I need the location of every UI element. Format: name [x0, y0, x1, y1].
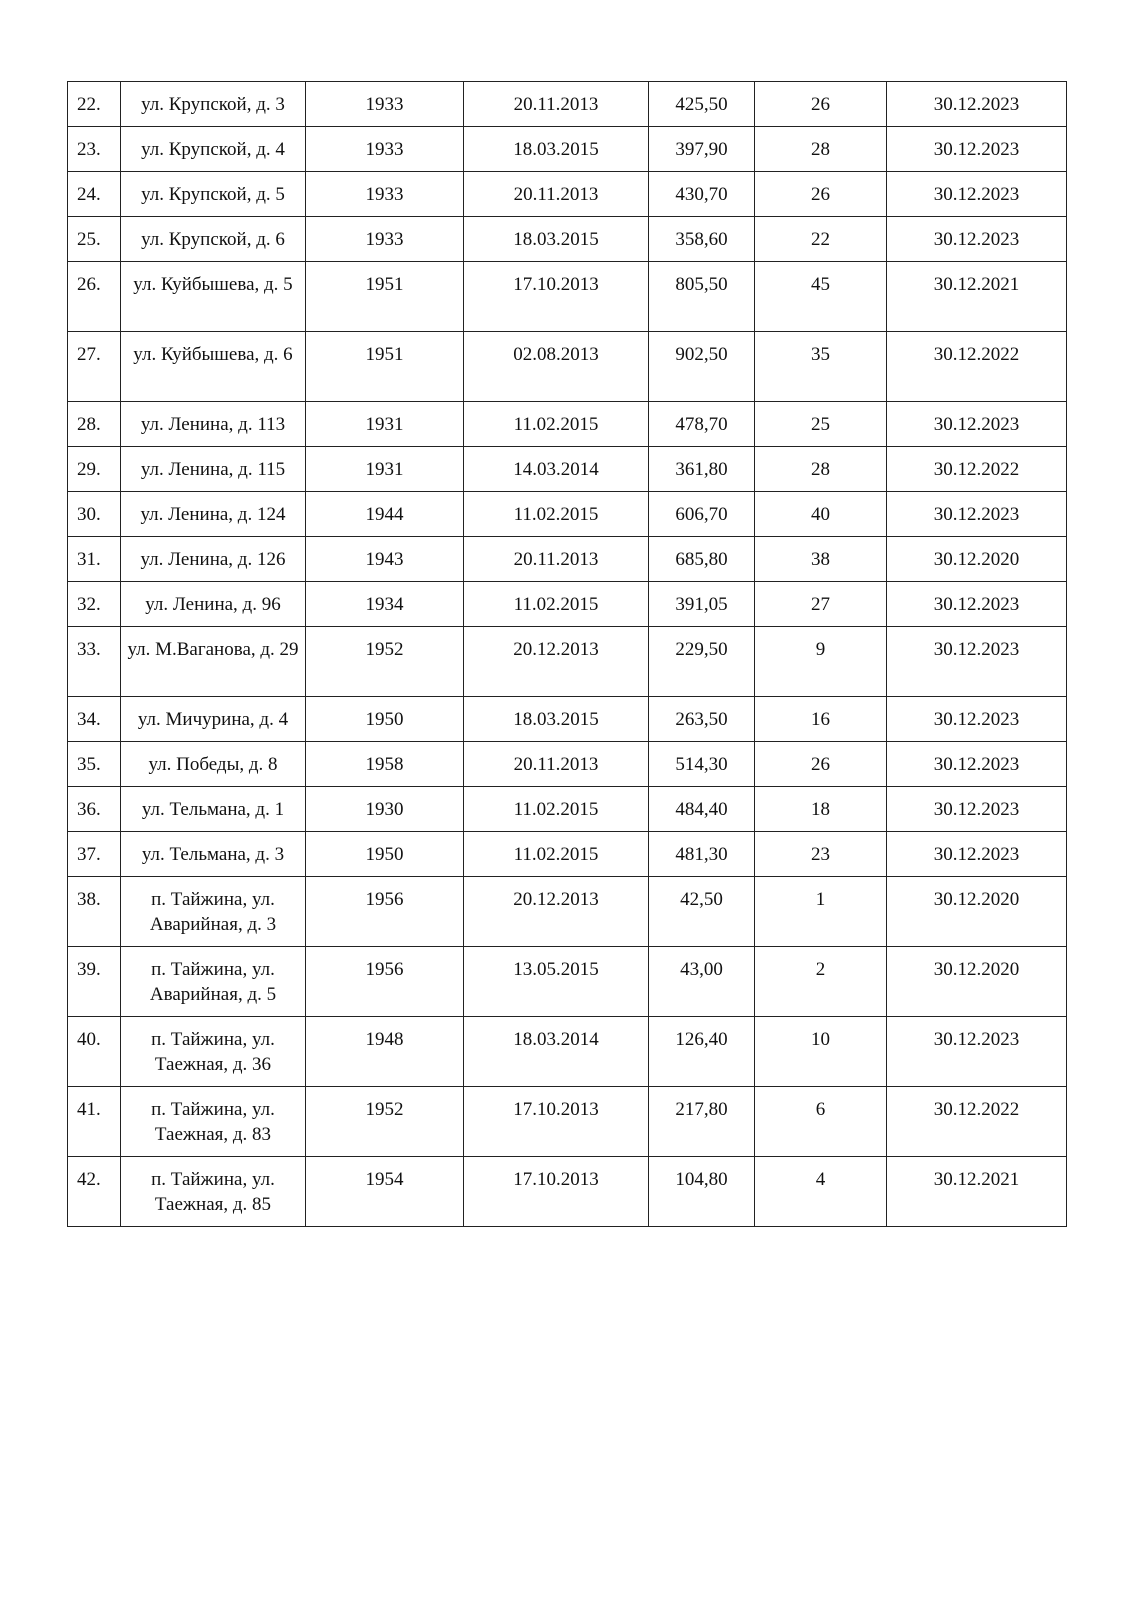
cell-resettlement-deadline: 30.12.2023: [887, 217, 1067, 262]
cell-address: ул. Крупской, д. 3: [121, 82, 306, 127]
table-row: [68, 1087, 1067, 1157]
cell-residents: 10: [755, 1017, 887, 1087]
cell-residents: 26: [755, 742, 887, 787]
cell-resettlement-deadline: 30.12.2023: [887, 787, 1067, 832]
cell-number: 30.: [68, 492, 121, 537]
table-row: [68, 832, 1067, 877]
table-row: [68, 217, 1067, 262]
cell-resettlement-deadline: 30.12.2023: [887, 832, 1067, 877]
cell-residents: 22: [755, 217, 887, 262]
cell-resettlement-deadline: 30.12.2023: [887, 172, 1067, 217]
cell-area: 263,50: [649, 697, 755, 742]
cell-resettlement-deadline: 30.12.2023: [887, 82, 1067, 127]
cell-area: 902,50: [649, 332, 755, 402]
cell-number: 36.: [68, 787, 121, 832]
cell-residents: 26: [755, 172, 887, 217]
cell-address: ул. Ленина, д. 96: [121, 582, 306, 627]
cell-year-built: 1931: [306, 447, 464, 492]
table-row: [68, 947, 1067, 1017]
cell-residents: 28: [755, 447, 887, 492]
cell-resettlement-deadline: 30.12.2023: [887, 742, 1067, 787]
cell-residents: 6: [755, 1087, 887, 1157]
cell-recognition-date: 02.08.2013: [464, 332, 649, 402]
cell-recognition-date: 11.02.2015: [464, 787, 649, 832]
cell-resettlement-deadline: 30.12.2023: [887, 627, 1067, 697]
cell-area: 397,90: [649, 127, 755, 172]
cell-address: ул. Ленина, д. 115: [121, 447, 306, 492]
cell-recognition-date: 20.12.2013: [464, 627, 649, 697]
table-row: [68, 127, 1067, 172]
cell-area: 430,70: [649, 172, 755, 217]
cell-residents: 40: [755, 492, 887, 537]
table-row: [68, 537, 1067, 582]
cell-address: ул. Победы, д. 8: [121, 742, 306, 787]
cell-address: ул. Крупской, д. 4: [121, 127, 306, 172]
cell-area: 358,60: [649, 217, 755, 262]
cell-year-built: 1951: [306, 332, 464, 402]
table-row: [68, 627, 1067, 697]
cell-resettlement-deadline: 30.12.2023: [887, 1017, 1067, 1087]
cell-number: 31.: [68, 537, 121, 582]
cell-resettlement-deadline: 30.12.2021: [887, 1157, 1067, 1227]
cell-number: 33.: [68, 627, 121, 697]
cell-number: 28.: [68, 402, 121, 447]
cell-area: 217,80: [649, 1087, 755, 1157]
cell-recognition-date: 17.10.2013: [464, 1087, 649, 1157]
cell-number: 24.: [68, 172, 121, 217]
cell-year-built: 1930: [306, 787, 464, 832]
cell-address: ул. Крупской, д. 5: [121, 172, 306, 217]
cell-address: ул. Тельмана, д. 1: [121, 787, 306, 832]
cell-address: ул. Ленина, д. 113: [121, 402, 306, 447]
cell-area: 126,40: [649, 1017, 755, 1087]
cell-residents: 9: [755, 627, 887, 697]
table-row: [68, 447, 1067, 492]
cell-address: ул. Куйбышева, д. 6: [121, 332, 306, 402]
cell-area: 484,40: [649, 787, 755, 832]
cell-resettlement-deadline: 30.12.2022: [887, 332, 1067, 402]
table-row: [68, 82, 1067, 127]
cell-recognition-date: 17.10.2013: [464, 262, 649, 332]
cell-recognition-date: 11.02.2015: [464, 582, 649, 627]
cell-residents: 23: [755, 832, 887, 877]
cell-year-built: 1958: [306, 742, 464, 787]
cell-address: ул. Крупской, д. 6: [121, 217, 306, 262]
cell-year-built: 1943: [306, 537, 464, 582]
table-row: [68, 697, 1067, 742]
table-row: [68, 332, 1067, 402]
cell-residents: 27: [755, 582, 887, 627]
cell-year-built: 1954: [306, 1157, 464, 1227]
cell-year-built: 1948: [306, 1017, 464, 1087]
housing-table: [67, 81, 1067, 1227]
cell-area: 425,50: [649, 82, 755, 127]
cell-recognition-date: 18.03.2015: [464, 217, 649, 262]
cell-resettlement-deadline: 30.12.2023: [887, 697, 1067, 742]
cell-year-built: 1934: [306, 582, 464, 627]
table-row: [68, 1017, 1067, 1087]
cell-recognition-date: 11.02.2015: [464, 832, 649, 877]
cell-address: п. Тайжина, ул. Таежная, д. 83: [121, 1087, 306, 1157]
cell-year-built: 1956: [306, 877, 464, 947]
cell-residents: 35: [755, 332, 887, 402]
cell-area: 478,70: [649, 402, 755, 447]
cell-area: 514,30: [649, 742, 755, 787]
cell-number: 38.: [68, 877, 121, 947]
cell-address: п. Тайжина, ул. Аварийная, д. 5: [121, 947, 306, 1017]
cell-resettlement-deadline: 30.12.2022: [887, 1087, 1067, 1157]
table-row: [68, 1157, 1067, 1227]
cell-resettlement-deadline: 30.12.2023: [887, 492, 1067, 537]
cell-recognition-date: 11.02.2015: [464, 402, 649, 447]
cell-residents: 4: [755, 1157, 887, 1227]
table-row: [68, 262, 1067, 332]
cell-recognition-date: 11.02.2015: [464, 492, 649, 537]
cell-recognition-date: 20.11.2013: [464, 82, 649, 127]
cell-number: 37.: [68, 832, 121, 877]
cell-area: 805,50: [649, 262, 755, 332]
cell-residents: 38: [755, 537, 887, 582]
cell-residents: 45: [755, 262, 887, 332]
cell-number: 22.: [68, 82, 121, 127]
cell-recognition-date: 17.10.2013: [464, 1157, 649, 1227]
cell-resettlement-deadline: 30.12.2023: [887, 582, 1067, 627]
cell-number: 26.: [68, 262, 121, 332]
table-row: [68, 172, 1067, 217]
table-row: [68, 582, 1067, 627]
cell-recognition-date: 14.03.2014: [464, 447, 649, 492]
cell-residents: 1: [755, 877, 887, 947]
cell-address: ул. Ленина, д. 126: [121, 537, 306, 582]
cell-residents: 2: [755, 947, 887, 1017]
cell-residents: 28: [755, 127, 887, 172]
cell-year-built: 1952: [306, 627, 464, 697]
cell-number: 25.: [68, 217, 121, 262]
cell-year-built: 1933: [306, 217, 464, 262]
cell-address: п. Тайжина, ул. Таежная, д. 85: [121, 1157, 306, 1227]
cell-area: 361,80: [649, 447, 755, 492]
cell-number: 40.: [68, 1017, 121, 1087]
cell-resettlement-deadline: 30.12.2020: [887, 947, 1067, 1017]
table-row: [68, 742, 1067, 787]
cell-resettlement-deadline: 30.12.2022: [887, 447, 1067, 492]
cell-resettlement-deadline: 30.12.2023: [887, 402, 1067, 447]
cell-number: 41.: [68, 1087, 121, 1157]
table-row: [68, 402, 1067, 447]
table-row: [68, 492, 1067, 537]
cell-recognition-date: 18.03.2015: [464, 697, 649, 742]
cell-number: 35.: [68, 742, 121, 787]
cell-year-built: 1933: [306, 127, 464, 172]
cell-address: ул. Мичурина, д. 4: [121, 697, 306, 742]
cell-year-built: 1933: [306, 172, 464, 217]
cell-resettlement-deadline: 30.12.2020: [887, 537, 1067, 582]
cell-address: ул. Куйбышева, д. 5: [121, 262, 306, 332]
cell-year-built: 1951: [306, 262, 464, 332]
cell-address: п. Тайжина, ул. Таежная, д. 36: [121, 1017, 306, 1087]
cell-area: 43,00: [649, 947, 755, 1017]
cell-resettlement-deadline: 30.12.2021: [887, 262, 1067, 332]
cell-address: ул. М.Ваганова, д. 29: [121, 627, 306, 697]
cell-number: 39.: [68, 947, 121, 1017]
cell-area: 42,50: [649, 877, 755, 947]
cell-residents: 16: [755, 697, 887, 742]
cell-resettlement-deadline: 30.12.2020: [887, 877, 1067, 947]
cell-area: 104,80: [649, 1157, 755, 1227]
cell-residents: 18: [755, 787, 887, 832]
cell-year-built: 1933: [306, 82, 464, 127]
cell-recognition-date: 18.03.2015: [464, 127, 649, 172]
cell-address: п. Тайжина, ул. Аварийная, д. 3: [121, 877, 306, 947]
cell-area: 229,50: [649, 627, 755, 697]
cell-resettlement-deadline: 30.12.2023: [887, 127, 1067, 172]
cell-recognition-date: 18.03.2014: [464, 1017, 649, 1087]
cell-number: 34.: [68, 697, 121, 742]
cell-year-built: 1952: [306, 1087, 464, 1157]
cell-area: 685,80: [649, 537, 755, 582]
table-row: [68, 877, 1067, 947]
cell-year-built: 1950: [306, 697, 464, 742]
table-row: [68, 787, 1067, 832]
cell-year-built: 1950: [306, 832, 464, 877]
cell-address: ул. Ленина, д. 124: [121, 492, 306, 537]
cell-year-built: 1931: [306, 402, 464, 447]
cell-number: 42.: [68, 1157, 121, 1227]
cell-number: 29.: [68, 447, 121, 492]
cell-number: 23.: [68, 127, 121, 172]
cell-recognition-date: 13.05.2015: [464, 947, 649, 1017]
cell-year-built: 1944: [306, 492, 464, 537]
cell-recognition-date: 20.11.2013: [464, 172, 649, 217]
cell-number: 32.: [68, 582, 121, 627]
cell-residents: 25: [755, 402, 887, 447]
cell-number: 27.: [68, 332, 121, 402]
cell-recognition-date: 20.11.2013: [464, 537, 649, 582]
cell-year-built: 1956: [306, 947, 464, 1017]
cell-area: 481,30: [649, 832, 755, 877]
cell-recognition-date: 20.12.2013: [464, 877, 649, 947]
cell-area: 606,70: [649, 492, 755, 537]
cell-residents: 26: [755, 82, 887, 127]
cell-address: ул. Тельмана, д. 3: [121, 832, 306, 877]
cell-recognition-date: 20.11.2013: [464, 742, 649, 787]
cell-area: 391,05: [649, 582, 755, 627]
